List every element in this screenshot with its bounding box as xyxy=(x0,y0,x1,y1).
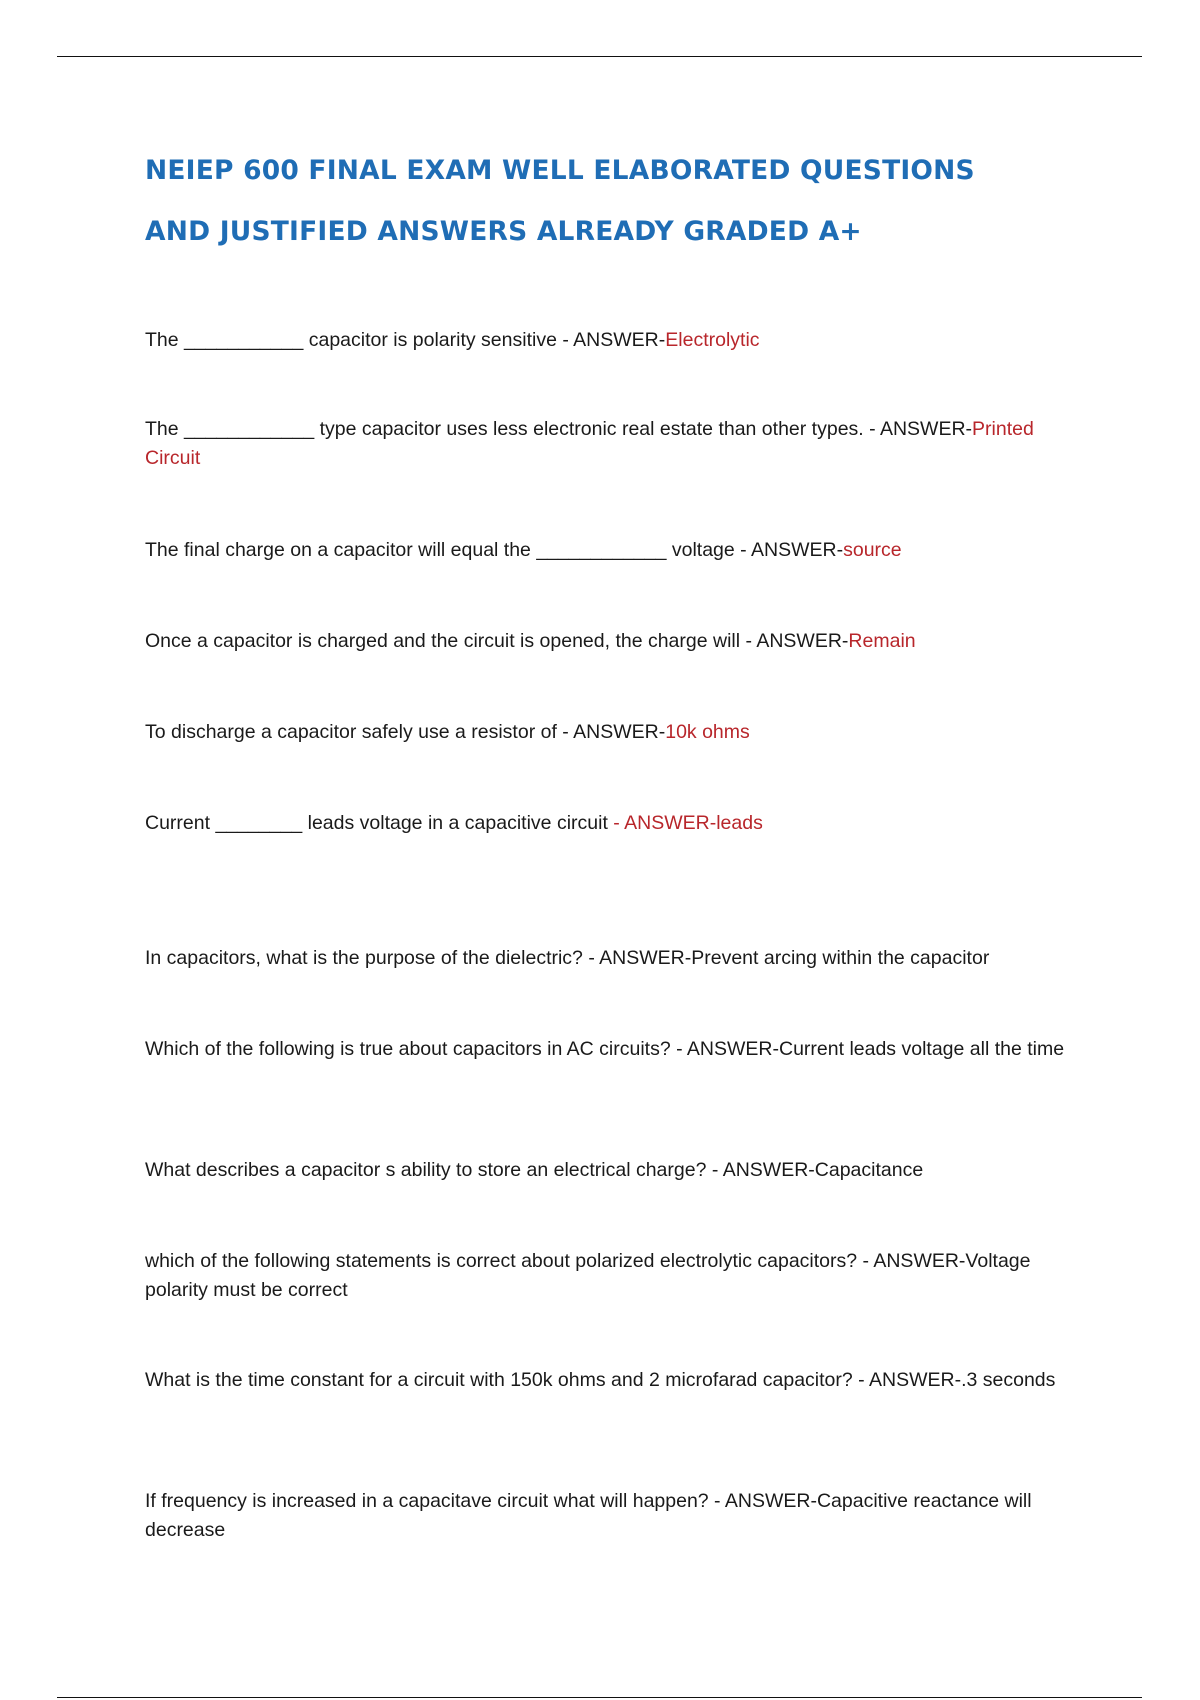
question-text: What is the time constant for a circuit with 150k ohms and 2 microfarad capacitor? - ANSWER-.3 seconds xyxy=(145,1369,1056,1391)
question-text: In capacitors, what is the purpose of the dielectric? - ANSWER-Prevent arcing within the capacitor xyxy=(145,947,990,969)
qa-item xyxy=(145,536,1065,565)
title-line-1: NEIEP 600 FINAL EXAM WELL ELABORATED QUESTIONS xyxy=(145,155,975,186)
qa-item xyxy=(145,1366,1065,1395)
question-text: If frequency is increased in a capacitave circuit what will happen? - ANSWER-Capacitive reactance will decrease xyxy=(145,1490,1032,1541)
answer-text: 10k ohms xyxy=(665,721,750,743)
answer-text: Remain xyxy=(848,630,916,652)
qa-item xyxy=(145,1035,1065,1064)
top-rule xyxy=(57,56,1142,57)
question-text: The ____________ type capacitor uses less electronic real estate than other types. - ANSWER- xyxy=(145,418,973,440)
answer-text: Electrolytic xyxy=(665,329,760,351)
qa-item xyxy=(145,1487,1065,1545)
qa-item xyxy=(145,718,1065,747)
document-title xyxy=(145,140,1105,262)
question-text: Once a capacitor is charged and the circuit is opened, the charge will - ANSWER- xyxy=(145,630,849,652)
question-text: Current ________ leads voltage in a capacitive circuit xyxy=(145,812,614,834)
answer-text: - ANSWER-leads xyxy=(613,812,763,834)
answer-text: Printed Circuit xyxy=(145,418,1034,469)
qa-item xyxy=(145,809,1065,838)
question-text: The final charge on a capacitor will equal the ____________ voltage - ANSWER- xyxy=(145,539,844,561)
qa-item xyxy=(145,1247,1065,1305)
qa-item xyxy=(145,326,1065,355)
title-line-2: AND JUSTIFIED ANSWERS ALREADY GRADED A+ xyxy=(145,216,862,247)
qa-item xyxy=(145,627,1065,656)
question-text: Which of the following is true about capacitors in AC circuits? - ANSWER-Current leads voltage all the time xyxy=(145,1038,1065,1060)
answer-text: source xyxy=(843,539,902,561)
question-text: which of the following statements is correct about polarized electrolytic capacitors? - ANSWER-Voltage polarity must be correct xyxy=(145,1250,1031,1301)
bottom-rule xyxy=(57,1697,1142,1698)
qa-item xyxy=(145,944,1065,973)
question-text: What describes a capacitor s ability to store an electrical charge? - ANSWER-Capacitance xyxy=(145,1159,924,1181)
question-text: The ___________ capacitor is polarity sensitive - ANSWER- xyxy=(145,329,666,351)
qa-item xyxy=(145,1156,1065,1185)
qa-item xyxy=(145,415,1065,473)
question-text: To discharge a capacitor safely use a resistor of - ANSWER- xyxy=(145,721,666,743)
